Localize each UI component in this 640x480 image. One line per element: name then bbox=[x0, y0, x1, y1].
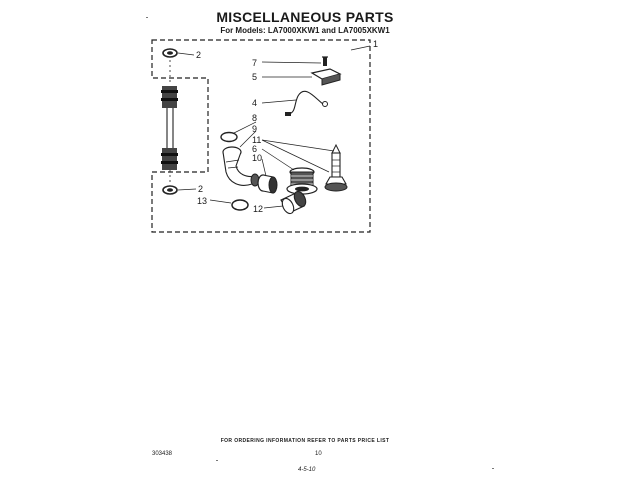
wire-harness bbox=[285, 91, 328, 116]
callout-2a-leader bbox=[178, 53, 194, 55]
callout-13: 13 bbox=[197, 196, 208, 206]
callout-2b-leader bbox=[178, 189, 196, 190]
leveling-leg bbox=[325, 145, 347, 191]
gasket-ring bbox=[221, 133, 237, 142]
callout-4: 4 bbox=[252, 98, 258, 108]
scan-speck bbox=[146, 17, 148, 18]
scan-speck bbox=[492, 468, 494, 469]
page-number: 10 bbox=[315, 451, 322, 457]
callout-8: 8 bbox=[252, 113, 258, 123]
ordering-note: FOR ORDERING INFORMATION REFER TO PARTS PRICE LIST bbox=[220, 438, 390, 444]
callout-6: 6 bbox=[252, 144, 258, 154]
callout-4-leader bbox=[262, 100, 296, 103]
callout-7-leader bbox=[262, 62, 321, 63]
callout-2a: 2 bbox=[196, 50, 202, 60]
callout-5: 5 bbox=[252, 72, 258, 82]
bottom-washer bbox=[163, 186, 177, 194]
revision-date: 4-5-10 bbox=[298, 467, 316, 473]
callout-1: 1 bbox=[373, 39, 379, 49]
callout-11: 11 bbox=[252, 135, 262, 145]
top-washer bbox=[163, 49, 177, 57]
callout-10-leader bbox=[262, 159, 266, 176]
callout-1-leader bbox=[351, 46, 370, 50]
callout-7: 7 bbox=[252, 58, 258, 68]
callout-6-leader bbox=[262, 149, 294, 170]
callout-10: 10 bbox=[252, 153, 263, 163]
hose-clamp bbox=[232, 200, 248, 210]
page-title: MISCELLANEOUS PARTS bbox=[216, 9, 394, 25]
callout-9: 9 bbox=[252, 124, 258, 134]
mounting-bracket bbox=[312, 69, 340, 85]
pump-valve bbox=[287, 168, 317, 194]
screw bbox=[322, 57, 328, 66]
callout-12-leader bbox=[264, 206, 283, 208]
model-subtitle: For Models: LA7000XKW1 and LA7005XKW1 bbox=[220, 26, 390, 35]
callout-2b: 2 bbox=[198, 184, 204, 194]
callout-13-leader bbox=[210, 200, 231, 203]
hose-coupling bbox=[258, 175, 277, 193]
part-number: 303438 bbox=[152, 451, 173, 457]
callout-12: 12 bbox=[253, 204, 264, 214]
scan-speck bbox=[216, 460, 218, 461]
